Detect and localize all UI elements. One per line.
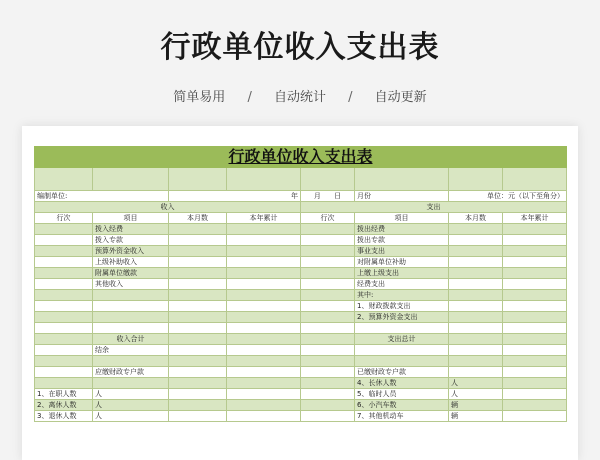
separator: /: [247, 90, 252, 105]
income-month-value[interactable]: [169, 257, 227, 268]
expense-row-no[interactable]: [301, 312, 355, 323]
expense-item[interactable]: 对附属单位补助: [355, 257, 449, 268]
expense-ytd-value[interactable]: [503, 378, 567, 389]
expense-month-value[interactable]: [449, 323, 503, 334]
income-ytd-value[interactable]: [227, 411, 301, 422]
income-month-value[interactable]: [169, 301, 227, 312]
cell[interactable]: [93, 168, 169, 191]
income-item[interactable]: [93, 356, 169, 367]
income-month-value[interactable]: [169, 268, 227, 279]
expense-row-no[interactable]: [301, 356, 355, 367]
income-row-no[interactable]: [35, 235, 93, 246]
income-item[interactable]: 附属单位缴款: [93, 268, 169, 279]
income-row-no[interactable]: [35, 246, 93, 257]
expense-month-value[interactable]: [449, 279, 503, 290]
expense-row-no[interactable]: [301, 400, 355, 411]
expense-header: 支出: [301, 202, 567, 213]
income-row-no[interactable]: [35, 224, 93, 235]
expense-ytd-value[interactable]: [503, 411, 567, 422]
separator: /: [348, 90, 353, 105]
col-header-ytd: 本年累计: [227, 213, 301, 224]
expense-month-value[interactable]: [449, 257, 503, 268]
expense-item[interactable]: 4、长休人数: [355, 378, 449, 389]
expense-ytd-value[interactable]: [503, 257, 567, 268]
table-row: [35, 356, 567, 367]
expense-item[interactable]: 事业支出: [355, 246, 449, 257]
income-row-no[interactable]: [35, 312, 93, 323]
income-item[interactable]: 预算外资金收入: [93, 246, 169, 257]
expense-month-value[interactable]: [449, 345, 503, 356]
expense-item[interactable]: 6、小汽车数: [355, 400, 449, 411]
table-row: [35, 411, 567, 422]
expense-row-no[interactable]: [301, 235, 355, 246]
feature-easy: 简单易用: [173, 90, 226, 105]
col-header-month: 本月数: [449, 213, 503, 224]
expense-ytd-value[interactable]: [503, 356, 567, 367]
section-header-row: [35, 202, 567, 213]
income-ytd-value[interactable]: [227, 257, 301, 268]
expense-month-value[interactable]: 辆: [449, 411, 503, 422]
column-header-row: [35, 213, 567, 224]
income-item[interactable]: [93, 312, 169, 323]
expense-item[interactable]: 1、财政拨款支出: [355, 301, 449, 312]
table-row: [35, 345, 567, 356]
income-item[interactable]: 拨入经费: [93, 224, 169, 235]
table-row: [35, 367, 567, 378]
expense-row-no[interactable]: [301, 367, 355, 378]
col-header-ytd: 本年累计: [503, 213, 567, 224]
cell[interactable]: [169, 168, 227, 191]
income-item[interactable]: 收入合计: [93, 334, 169, 345]
expense-row-no[interactable]: [301, 323, 355, 334]
expense-month-value[interactable]: [449, 268, 503, 279]
expense-item[interactable]: 上缴上级支出: [355, 268, 449, 279]
income-item[interactable]: 结余: [93, 345, 169, 356]
income-row-no[interactable]: [35, 345, 93, 356]
expense-ytd-value[interactable]: [503, 246, 567, 257]
expense-ytd-value[interactable]: [503, 224, 567, 235]
income-header: 收入: [35, 202, 301, 213]
expense-row-no[interactable]: [301, 345, 355, 356]
income-item[interactable]: [93, 290, 169, 301]
expense-row-no[interactable]: [301, 378, 355, 389]
spreadsheet-preview: [22, 126, 578, 460]
income-row-no[interactable]: [35, 356, 93, 367]
expense-month-value[interactable]: [449, 235, 503, 246]
col-header-item: 项目: [355, 213, 449, 224]
table-row: [35, 334, 567, 345]
expense-month-value[interactable]: [449, 356, 503, 367]
income-ytd-value[interactable]: [227, 378, 301, 389]
income-month-value[interactable]: [169, 312, 227, 323]
income-ytd-value[interactable]: [227, 345, 301, 356]
income-month-value[interactable]: [169, 235, 227, 246]
income-row-no[interactable]: [35, 323, 93, 334]
expense-row-no[interactable]: [301, 290, 355, 301]
expense-month-value[interactable]: 人: [449, 378, 503, 389]
income-month-value[interactable]: [169, 400, 227, 411]
page-title: 行政单位收入支出表: [160, 30, 440, 65]
income-ytd-value[interactable]: [227, 235, 301, 246]
sheet-title: 行政单位收入支出表: [35, 147, 567, 168]
income-row-no[interactable]: [35, 257, 93, 268]
expense-item[interactable]: 拨出经费: [355, 224, 449, 235]
expense-month-value[interactable]: [449, 246, 503, 257]
table-row: [35, 279, 567, 290]
cell[interactable]: [503, 168, 567, 191]
income-ytd-value[interactable]: [227, 323, 301, 334]
unit-right: 单位：元（以下至角分）: [449, 191, 567, 202]
table-row: [35, 312, 567, 323]
table-row: [35, 235, 567, 246]
income-ytd-value[interactable]: [227, 389, 301, 400]
expense-month-value[interactable]: 辆: [449, 400, 503, 411]
blank-row: [35, 168, 567, 191]
income-row-no[interactable]: [35, 290, 93, 301]
expense-item[interactable]: [355, 356, 449, 367]
cell[interactable]: [449, 168, 503, 191]
expense-item[interactable]: 2、预算外资金支出: [355, 312, 449, 323]
meta-row: [35, 191, 567, 202]
income-month-value[interactable]: [169, 246, 227, 257]
cell[interactable]: [301, 168, 355, 191]
expense-month-value[interactable]: [449, 301, 503, 312]
expense-ytd-value[interactable]: [503, 334, 567, 345]
income-expense-table: [34, 146, 567, 422]
income-item[interactable]: 人: [93, 389, 169, 400]
expense-row-no[interactable]: [301, 257, 355, 268]
income-row-no[interactable]: 1、在职人数: [35, 389, 93, 400]
income-row-no[interactable]: 3、退休人数: [35, 411, 93, 422]
table-row: [35, 224, 567, 235]
expense-ytd-value[interactable]: [503, 389, 567, 400]
expense-month-value[interactable]: [449, 224, 503, 235]
expense-ytd-value[interactable]: [503, 235, 567, 246]
income-month-value[interactable]: [169, 334, 227, 345]
expense-ytd-value[interactable]: [503, 268, 567, 279]
expense-row-no[interactable]: [301, 268, 355, 279]
income-row-no[interactable]: [35, 334, 93, 345]
expense-ytd-value[interactable]: [503, 345, 567, 356]
expense-item[interactable]: 经费支出: [355, 279, 449, 290]
feature-auto-update: 自动更新: [374, 90, 427, 105]
income-month-value[interactable]: [169, 224, 227, 235]
table-row: [35, 257, 567, 268]
expense-row-no[interactable]: [301, 334, 355, 345]
income-month-value[interactable]: [169, 279, 227, 290]
expense-row-no[interactable]: [301, 301, 355, 312]
col-header-row-no: 行次: [301, 213, 355, 224]
date-year: 年: [169, 191, 301, 202]
feature-auto-stats: 自动统计: [273, 90, 326, 105]
table-row: [35, 323, 567, 334]
income-ytd-value[interactable]: [227, 312, 301, 323]
expense-item[interactable]: 5、临时人员: [355, 389, 449, 400]
table-row: [35, 378, 567, 389]
income-ytd-value[interactable]: [227, 224, 301, 235]
income-row-no[interactable]: 2、离休人数: [35, 400, 93, 411]
cell[interactable]: [35, 168, 93, 191]
date-period: 月份: [355, 191, 449, 202]
income-ytd-value[interactable]: [227, 334, 301, 345]
expense-item[interactable]: [355, 323, 449, 334]
expense-item[interactable]: 支出总计: [355, 334, 449, 345]
income-ytd-value[interactable]: [227, 279, 301, 290]
income-item[interactable]: [93, 323, 169, 334]
table-row: [35, 301, 567, 312]
expense-item[interactable]: 7、其他机动车: [355, 411, 449, 422]
expense-month-value[interactable]: [449, 334, 503, 345]
income-row-no[interactable]: [35, 279, 93, 290]
expense-item[interactable]: [355, 345, 449, 356]
table-row: [35, 290, 567, 301]
expense-ytd-value[interactable]: [503, 290, 567, 301]
income-month-value[interactable]: [169, 389, 227, 400]
income-ytd-value[interactable]: [227, 301, 301, 312]
expense-ytd-value[interactable]: [503, 312, 567, 323]
income-item[interactable]: 人: [93, 411, 169, 422]
income-item[interactable]: 拨入专款: [93, 235, 169, 246]
income-row-no[interactable]: [35, 268, 93, 279]
expense-row-no[interactable]: [301, 246, 355, 257]
table-row: [35, 268, 567, 279]
expense-ytd-value[interactable]: [503, 323, 567, 334]
date-month: 月 日: [301, 191, 355, 202]
expense-ytd-value[interactable]: [503, 367, 567, 378]
income-ytd-value[interactable]: [227, 400, 301, 411]
income-row-no[interactable]: [35, 378, 93, 389]
expense-month-value[interactable]: [449, 367, 503, 378]
expense-row-no[interactable]: [301, 224, 355, 235]
income-item[interactable]: [93, 301, 169, 312]
income-ytd-value[interactable]: [227, 268, 301, 279]
income-item[interactable]: 上级补助收入: [93, 257, 169, 268]
expense-month-value[interactable]: [449, 312, 503, 323]
expense-month-value[interactable]: 人: [449, 389, 503, 400]
expense-month-value[interactable]: [449, 290, 503, 301]
expense-item[interactable]: 其中:: [355, 290, 449, 301]
income-item[interactable]: 人: [93, 400, 169, 411]
income-month-value[interactable]: [169, 367, 227, 378]
table-row: [35, 389, 567, 400]
income-item[interactable]: 其他收入: [93, 279, 169, 290]
col-header-row-no: 行次: [35, 213, 93, 224]
table-row: [35, 246, 567, 257]
income-ytd-value[interactable]: [227, 367, 301, 378]
income-row-no[interactable]: [35, 301, 93, 312]
income-row-no[interactable]: [35, 367, 93, 378]
expense-row-no[interactable]: [301, 411, 355, 422]
expense-item[interactable]: 拨出专款: [355, 235, 449, 246]
cell[interactable]: [227, 168, 301, 191]
expense-ytd-value[interactable]: [503, 279, 567, 290]
income-item[interactable]: 应缴财政专户款: [93, 367, 169, 378]
cell[interactable]: [355, 168, 449, 191]
income-item[interactable]: [93, 378, 169, 389]
income-month-value[interactable]: [169, 323, 227, 334]
income-month-value[interactable]: [169, 356, 227, 367]
income-month-value[interactable]: [169, 345, 227, 356]
expense-item[interactable]: 已缴财政专户款: [355, 367, 449, 378]
income-ytd-value[interactable]: [227, 356, 301, 367]
expense-row-no[interactable]: [301, 279, 355, 290]
income-ytd-value[interactable]: [227, 246, 301, 257]
table-row: [35, 400, 567, 411]
income-ytd-value[interactable]: [227, 290, 301, 301]
income-month-value[interactable]: [169, 411, 227, 422]
unit-label: 编制单位:: [35, 191, 169, 202]
income-month-value[interactable]: [169, 378, 227, 389]
col-header-month: 本月数: [169, 213, 227, 224]
expense-ytd-value[interactable]: [503, 400, 567, 411]
expense-ytd-value[interactable]: [503, 301, 567, 312]
income-month-value[interactable]: [169, 290, 227, 301]
feature-tagline: [0, 86, 600, 105]
expense-row-no[interactable]: [301, 389, 355, 400]
col-header-item: 项目: [93, 213, 169, 224]
